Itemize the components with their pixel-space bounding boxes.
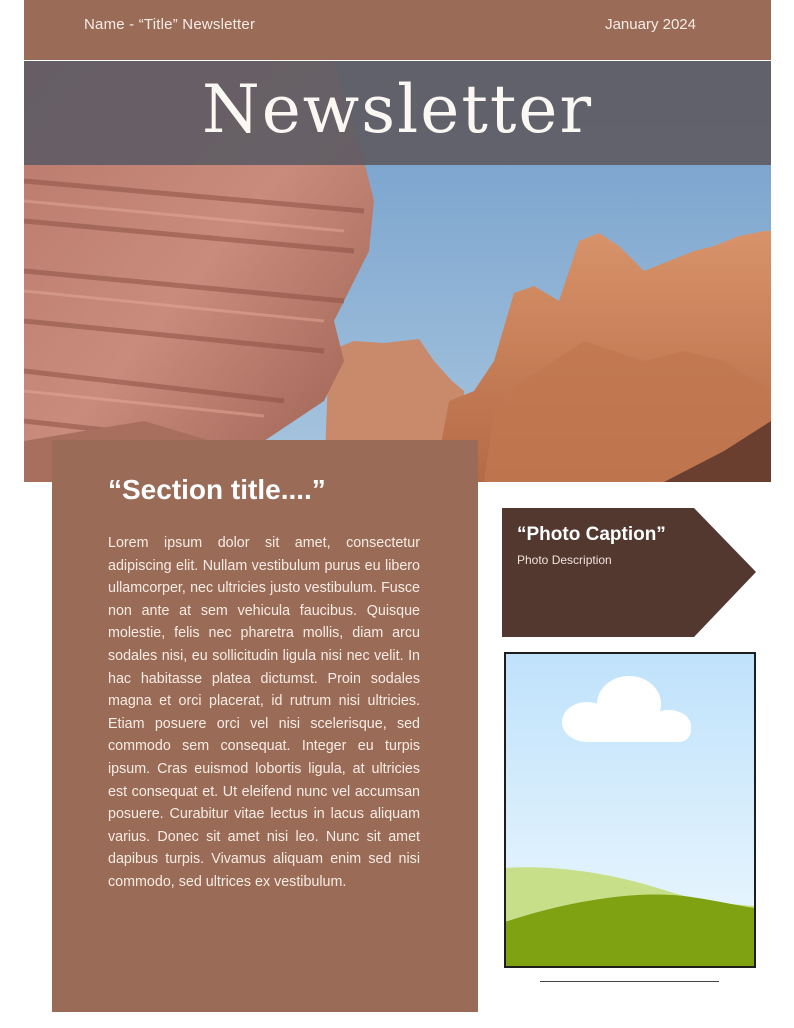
landscape-placeholder-icon <box>504 652 756 968</box>
masthead-banner <box>24 61 771 165</box>
photo-caption-description: Photo Description <box>517 553 612 567</box>
main-article-panel <box>52 440 478 1012</box>
header-bar <box>24 0 771 60</box>
section-title: “Section title....” <box>108 474 326 505</box>
masthead-title: Newsletter <box>202 71 593 148</box>
newsletter-name-title: Name - “Title” Newsletter <box>84 16 256 33</box>
photo-placeholder[interactable] <box>504 652 756 968</box>
photo-caption-title: “Photo Caption” <box>517 524 666 545</box>
section-body-text: Lorem ipsum dolor sit amet, consectetur adipiscing elit. Nullam vestibulum purus eu libero ullamcorper, nec ultricies justo vestibulum. Fusce non ante at sem vehicula faucibus. Quisque molestie, felis nec pharetra mollis, diam arcu sodales nisi, eu sollicitudin ligula nisi nec velit. In hac habitasse platea dictumst. Proin sodales magna et orci placerat, id rutrum nisi ultricies. Etiam posuere orci vel nisi scelerisque, sed commodo sem consequat. Integer eu turpis ipsum. Cras euismod lobortis ligula, at ultricies est consequat et. Ut eleifend nunc vel accumsan posuere. Curabitur vitae lectus in lacus aliquam varius. Donec sit amet nisi leo. Nunc sit amet dapibus turpis. Vivamus aliquam enim sed nisi commodo, sed ultrices ex vestibulum. <box>108 535 420 890</box>
issue-date: January 2024 <box>605 16 696 33</box>
divider-line <box>540 981 719 982</box>
